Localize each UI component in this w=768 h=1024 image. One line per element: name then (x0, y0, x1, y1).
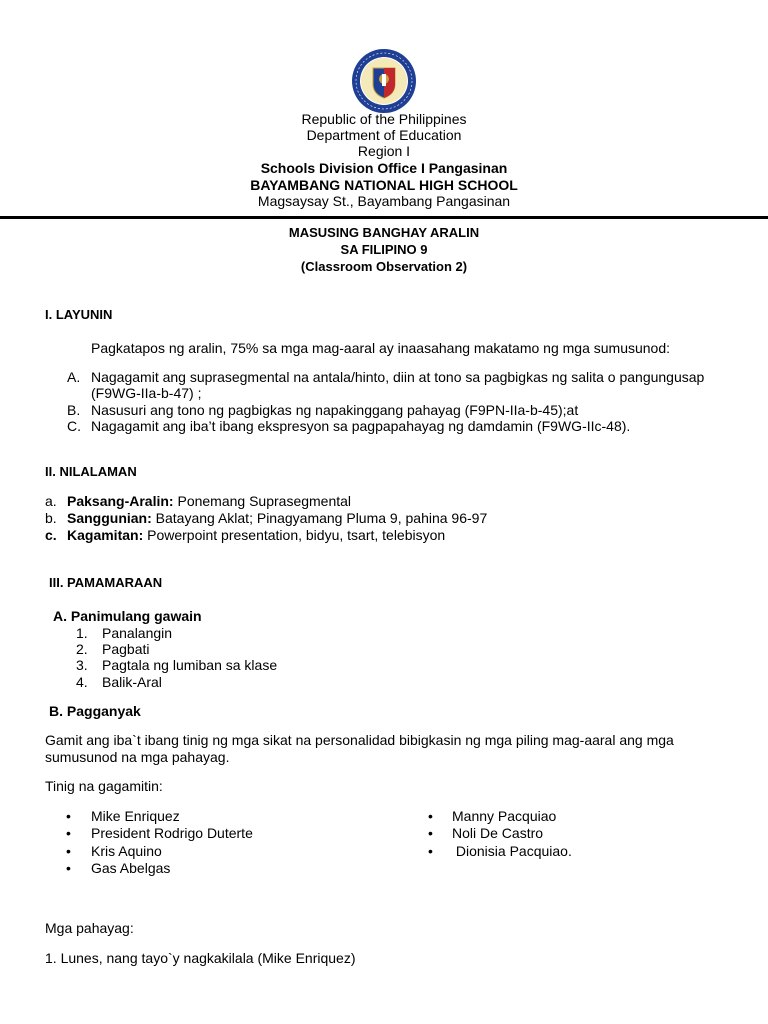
pagganyak-paragraph-line-1: Gamit ang iba`t ibang tinig ng mga sikat na personalidad bibigkasin ng mga piling mag-aaral ang mga (45, 732, 674, 748)
header-address: Magsaysay St., Bayambang Pangasinan (257, 193, 511, 209)
layunin-item-a-line-1: Nagagamit ang suprasegmental na antala/hinto, diin at tono sa pagbigkas ng salita o pangungusap (91, 369, 705, 385)
panimulang-marker: 2. (76, 641, 88, 657)
pagganyak-heading: B. Pagganyak (49, 703, 141, 719)
layunin-intro: Pagkatapos ng aralin, 75% sa mga mag-aaral ay inaasahang makatamo ng mga sumusunod: (91, 340, 671, 356)
nilalaman-marker: b. (45, 510, 57, 526)
voice-item: President Rodrigo Duterte (91, 825, 253, 841)
nilalaman-value: Batayang Aklat; Pinagyamang Pluma 9, pahina 96-97 (151, 510, 488, 526)
deped-seal (351, 48, 417, 114)
tinig-label: Tinig na gagamitin: (45, 778, 163, 794)
panimulang-item: Pagtala ng lumiban sa klase (102, 657, 278, 673)
header-department: Department of Education (306, 127, 462, 143)
panimulang-heading: A. Panimulang gawain (53, 608, 202, 624)
nilalaman-item-sanggunian (67, 510, 487, 527)
title-line-2: SA FILIPINO 9 (340, 242, 428, 257)
nilalaman-value: Ponemang Suprasegmental (173, 493, 352, 509)
layunin-marker: C. (67, 418, 81, 434)
title-line-1: MASUSING BANGHAY ARALIN (288, 225, 480, 240)
nilalaman-value: Powerpoint presentation, bidyu, tsart, telebisyon (143, 527, 446, 543)
layunin-marker: A. (67, 369, 81, 385)
bullet-icon: • (428, 843, 433, 859)
header-republic: Republic of the Philippines (301, 111, 467, 127)
panimulang-item: Balik-Aral (102, 674, 162, 690)
bullet-icon: • (66, 808, 71, 824)
pagganyak-paragraph-line-2: sumusunod na mga pahayag. (45, 749, 230, 765)
panimulang-marker: 1. (76, 625, 88, 641)
nilalaman-label: Kagamitan: (67, 527, 144, 543)
nilalaman-label: Sanggunian: (67, 510, 152, 526)
deped-seal-icon (351, 48, 417, 114)
voice-item: Dionisia Pacquiao. (452, 843, 572, 859)
layunin-item-a-line-2: (F9WG-IIa-b-47) ; (91, 385, 202, 401)
voice-item: Mike Enriquez (91, 808, 180, 824)
nilalaman-item-kagamitan (67, 527, 445, 544)
header-region: Region I (357, 143, 411, 159)
layunin-marker: B. (67, 402, 81, 418)
bullet-icon: • (66, 860, 71, 876)
voice-item: Gas Abelgas (91, 860, 171, 876)
pahayag-item: 1. Lunes, nang tayo`y nagkakilala (Mike Enriquez) (45, 950, 356, 966)
pahayag-label: Mga pahayag: (45, 920, 134, 936)
layunin-item-c: Nagagamit ang iba’t ibang ekspresyon sa pagpapahayag ng damdamin (F9WG-IIc-48). (91, 418, 631, 434)
panimulang-item: Panalangin (102, 625, 173, 641)
header-school: BAYAMBANG NATIONAL HIGH SCHOOL (250, 177, 518, 193)
panimulang-marker: 4. (76, 674, 88, 690)
title-line-3: (Classroom Observation 2) (300, 259, 468, 274)
nilalaman-heading: II. NILALAMAN (45, 464, 137, 479)
nilalaman-marker: a. (45, 493, 57, 509)
bullet-icon: • (66, 843, 71, 859)
panimulang-marker: 3. (76, 657, 88, 673)
nilalaman-marker: c. (45, 527, 57, 543)
layunin-item-b: Nasusuri ang tono ng pagbigkas ng napakinggang pahayag (F9PN-IIa-b-45);at (91, 402, 579, 418)
pamamaraan-heading: III. PAMAMARAAN (49, 575, 163, 590)
nilalaman-item-paksa (67, 493, 351, 510)
voice-item: Manny Pacquiao (452, 808, 557, 824)
bullet-icon: • (66, 825, 71, 841)
bullet-icon: • (428, 808, 433, 824)
layunin-heading: I. LAYUNIN (45, 307, 113, 322)
header-divider (0, 216, 768, 219)
voice-item: Noli De Castro (452, 825, 544, 841)
panimulang-item: Pagbati (102, 641, 150, 657)
nilalaman-label: Paksang-Aralin: (67, 493, 174, 509)
voice-item: Kris Aquino (91, 843, 162, 859)
header-division: Schools Division Office I Pangasinan (260, 160, 508, 176)
bullet-icon: • (428, 825, 433, 841)
